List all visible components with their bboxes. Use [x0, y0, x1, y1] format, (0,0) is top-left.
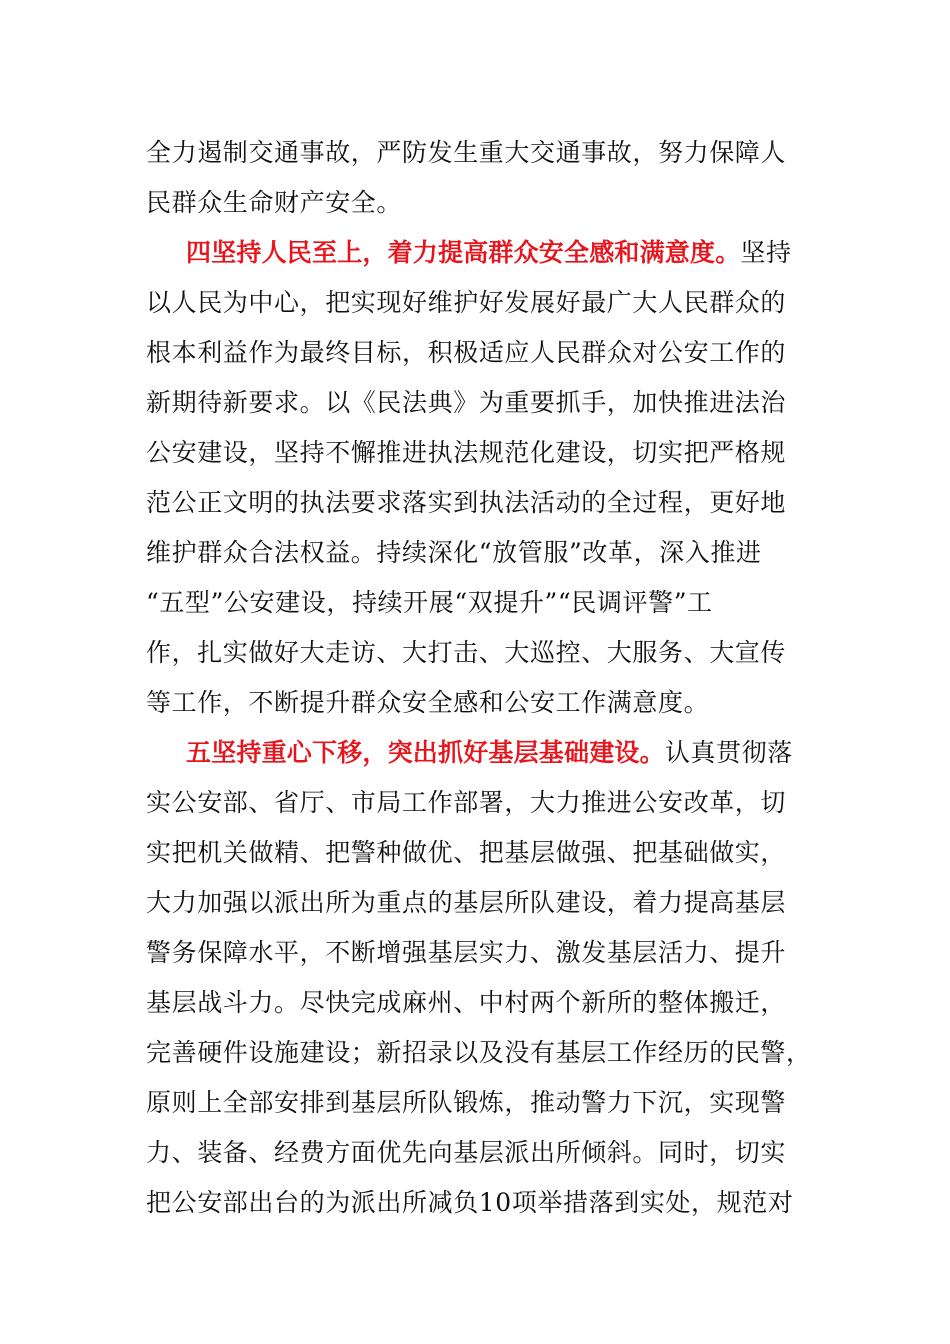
paragraph-line: 公安建设，坚持不懈推进执法规范化建设，切实把严格规	[146, 438, 787, 467]
paragraph-line: 范公正文明的执法要求落实到执法活动的全过程，更好地	[146, 488, 787, 517]
section-heading-five: 五坚持重心下移，突出抓好基层基础建设。	[186, 738, 665, 767]
paragraph-line: 新期待新要求。以《民法典》为重要抓手，加快推进法治	[146, 388, 787, 417]
paragraph-line: 等工作，不断提升群众安全感和公安工作满意度。	[146, 688, 710, 717]
paragraph-line: 把公安部出台的为派出所减负10项举措落到实处，规范对	[146, 1188, 794, 1217]
paragraph-line: 维护群众合法权益。持续深化“放管服”改革，深入推进	[146, 538, 762, 567]
paragraph-line: 以人民为中心，把实现好维护好发展好最广大人民群众的	[146, 288, 787, 317]
paragraph-first-line	[186, 228, 806, 278]
paragraph-line: 警务保障水平，不断增强基层实力、激发基层活力、提升	[146, 938, 787, 967]
paragraph-line: 全力遏制交通事故，严防发生重大交通事故，努力保障人	[146, 138, 787, 167]
paragraph-first-line	[186, 728, 806, 778]
paragraph-line: 根本利益作为最终目标，积极适应人民群众对公安工作的	[146, 338, 787, 367]
paragraph-line: 大力加强以派出所为重点的基层所队建设，着力提高基层	[146, 888, 787, 917]
section-heading-four: 四坚持人民至上，着力提高群众安全感和满意度。	[186, 238, 741, 267]
paragraph-text: 坚持	[740, 238, 792, 267]
paragraph-line: 民群众生命财产安全。	[146, 188, 403, 217]
paragraph-line: “五型”公安建设，持续开展“双提升”“民调评警”工	[146, 588, 713, 617]
paragraph-line: 实把机关做精、把警种做优、把基层做强、把基础做实，	[146, 838, 787, 867]
paragraph-line: 基层战斗力。尽快完成麻州、中村两个新所的整体搬迁，	[146, 988, 787, 1017]
paragraph-line: 力、装备、经费方面优先向基层派出所倾斜。同时，切实	[146, 1138, 787, 1167]
paragraph-line: 实公安部、省厅、市局工作部署，大力推进公安改革，切	[146, 788, 787, 817]
paragraph-line: 原则上全部安排到基层所队锻炼，推动警力下沉，实现警	[146, 1088, 787, 1117]
paragraph-line: 完善硬件设施建设；新招录以及没有基层工作经历的民警，	[146, 1038, 812, 1067]
paragraph-line: 作，扎实做好大走访、大打击、大巡控、大服务、大宣传	[146, 638, 787, 667]
paragraph-text: 认真贯彻落	[664, 738, 793, 767]
